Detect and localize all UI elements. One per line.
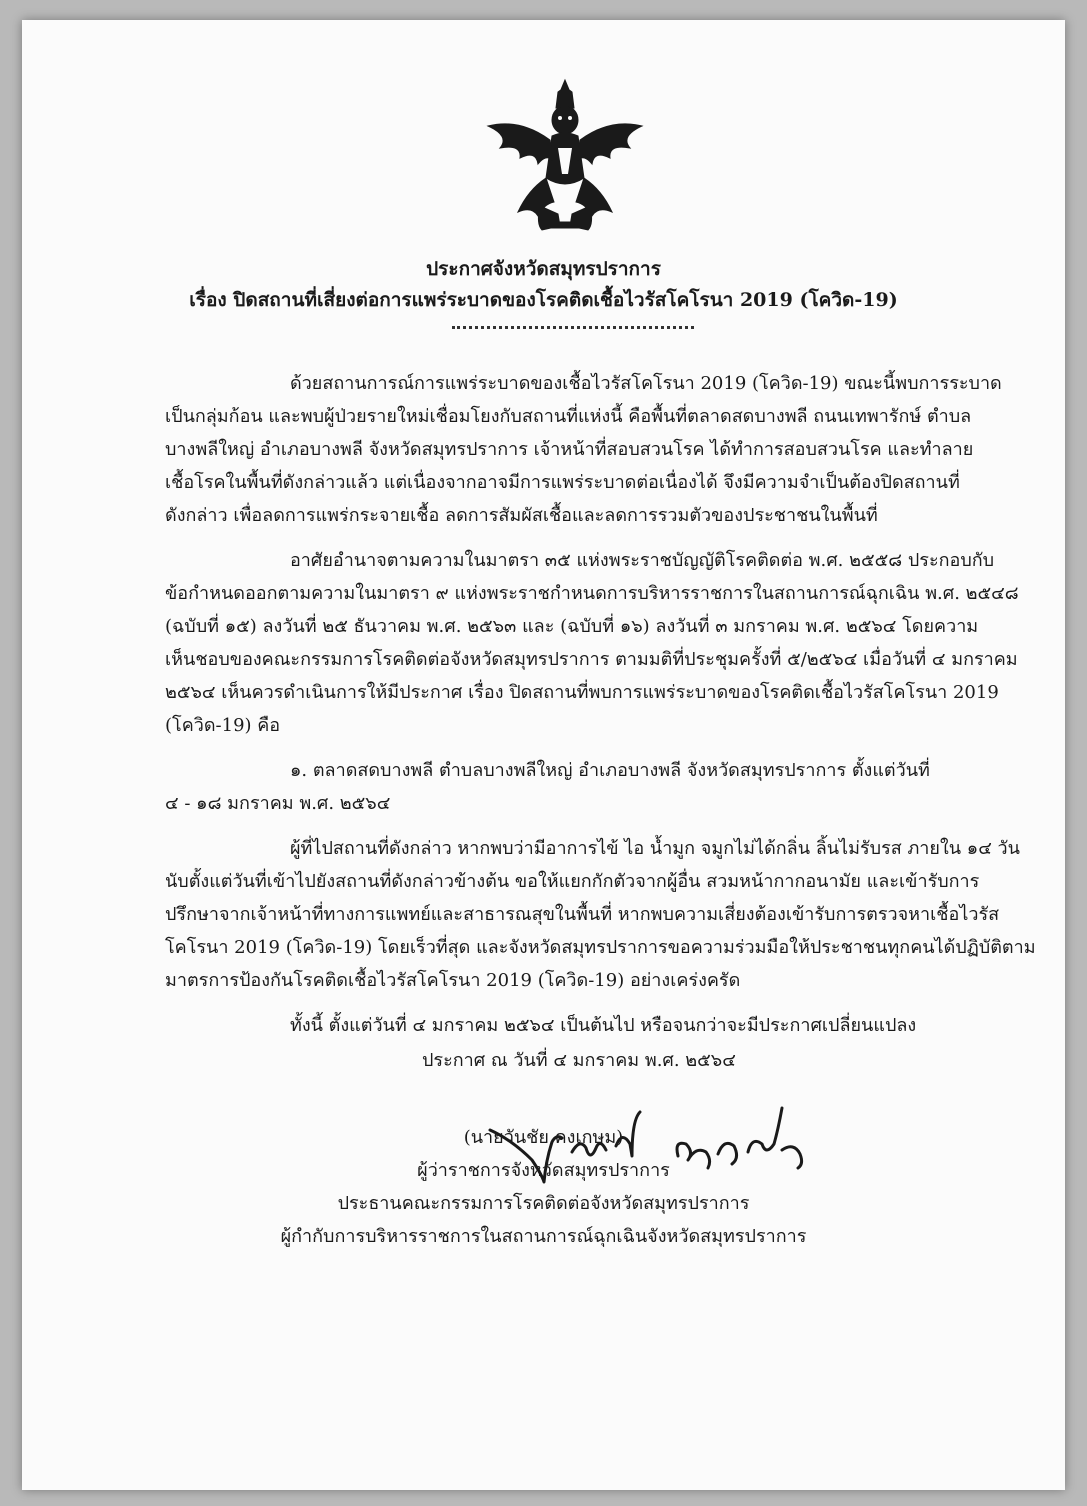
para1-line: บางพลีใหญ่ อำเภอบางพลี จังหวัดสมุทรปราการ เจ้าหน้าที่สอบสวนโรค ได้ทำการสอบสวนโรค และทำลาย [165, 439, 974, 460]
document-page [22, 20, 1065, 1490]
para1-line: ด้วยสถานการณ์การแพร่ระบาดของเชื้อไวรัสโคโรนา 2019 (โควิด-19) ขณะนี้พบการระบาด [290, 373, 1002, 394]
para3-line: นับตั้งแต่วันที่เข้าไปยังสถานที่ดังกล่าวข้างต้น ขอให้แยกกักตัวจากผู้อื่น สวมหน้ากากอนามัย และเข้ารับการ [165, 871, 980, 892]
signatory-name: (นายวันชัย คงเกษม) [463, 1127, 624, 1148]
dotted-divider [452, 326, 694, 329]
para1-line: ดังกล่าว เพื่อลดการแพร่กระจายเชื้อ ลดการสัมผัสเชื้อและลดการรวมตัวของประชาชนในพื้นที่ [165, 505, 878, 526]
garuda-emblem-icon [480, 78, 650, 233]
para2-line: เห็นชอบของคณะกรรมการโรคติดต่อจังหวัดสมุทรปราการ ตามมติที่ประชุมครั้งที่ ๕/๒๕๖๔ เมื่อวันที่ ๔ มกราคม [165, 649, 1018, 670]
para3-line: โคโรนา 2019 (โควิด-19) โดยเร็วที่สุด และจังหวัดสมุทรปราการขอความร่วมมือให้ประชาชนทุกคนได้ปฏิบัติตาม [165, 937, 1036, 958]
para2-line: ๒๕๖๔ เห็นควรดำเนินการให้มีประกาศ เรื่อง ปิดสถานที่พบการแพร่ระบาดของโรคติดเชื้อไวรัสโคโรนา 2019 [165, 682, 999, 703]
para1-line: เชื้อโรคในพื้นที่ดังกล่าวแล้ว แต่เนื่องจากอาจมีการแพร่ระบาดต่อเนื่องได้ จึงมีความจำเป็นต้องปิดสถานที่ [165, 472, 960, 493]
signatory-position: ผู้ว่าราชการจังหวัดสมุทรปราการ [417, 1160, 670, 1181]
subject-title: เรื่อง ปิดสถานที่เสี่ยงต่อการแพร่ระบาดของโรคติดเชื้อไวรัสโคโรนา 2019 (โควิด-19) [189, 289, 898, 311]
para3-line: ผู้ที่ไปสถานที่ดังกล่าว หากพบว่ามีอาการไข้ ไอ น้ำมูก จมูกไม่ได้กลิ่น ลิ้นไม่รับรส ภายใน ๑๔ วัน [290, 838, 1020, 859]
para2-line: อาศัยอำนาจตามความในมาตรา ๓๕ แห่งพระราชบัญญัติโรคติดต่อ พ.ศ. ๒๕๕๘ ประกอบกับ [290, 550, 995, 571]
item1-line: ๔ - ๑๘ มกราคม พ.ศ. ๒๕๖๔ [165, 793, 391, 814]
effective-date-line: ทั้งนี้ ตั้งแต่วันที่ ๔ มกราคม ๒๕๖๔ เป็นต้นไป หรือจนกว่าจะมีประกาศเปลี่ยนแปลง [290, 1015, 917, 1036]
page-title: ประกาศจังหวัดสมุทรปราการ [426, 258, 661, 280]
announced-date-line: ประกาศ ณ วันที่ ๔ มกราคม พ.ศ. ๒๕๖๔ [422, 1050, 736, 1071]
para2-line: ข้อกำหนดออกตามความในมาตรา ๙ แห่งพระราชกำหนดการบริหารราชการในสถานการณ์ฉุกเฉิน พ.ศ. ๒๕๔๘ [165, 583, 1019, 604]
para3-line: ปรึกษาจากเจ้าหน้าที่ทางการแพทย์และสาธารณสุขในพื้นที่ หากพบความเสี่ยงต้องเข้ารับการตรวจหาเชื้อไวรัส [165, 904, 1000, 925]
para2-line: (โควิด-19) คือ [165, 715, 281, 736]
signatory-position: ผู้กำกับการบริหารราชการในสถานการณ์ฉุกเฉินจังหวัดสมุทรปราการ [280, 1226, 807, 1247]
para1-line: เป็นกลุ่มก้อน และพบผู้ป่วยรายใหม่เชื่อมโยงกับสถานที่แห่งนี้ คือพื้นที่ตลาดสดบางพลี ถนนเทพารักษ์ ตำบล [165, 406, 972, 427]
para2-line: (ฉบับที่ ๑๕) ลงวันที่ ๒๕ ธันวาคม พ.ศ. ๒๕๖๓ และ (ฉบับที่ ๑๖) ลงวันที่ ๓ มกราคม พ.ศ. ๒๕๖๔ โดยความ [165, 616, 979, 637]
para3-line: มาตรการป้องกันโรคติดเชื้อไวรัสโคโรนา 2019 (โควิด-19) อย่างเคร่งครัด [165, 970, 741, 991]
signatory-position: ประธานคณะกรรมการโรคติดต่อจังหวัดสมุทรปราการ [337, 1193, 750, 1214]
item1-line: ๑. ตลาดสดบางพลี ตำบลบางพลีใหญ่ อำเภอบางพลี จังหวัดสมุทรปราการ ตั้งแต่วันที่ [290, 760, 930, 781]
